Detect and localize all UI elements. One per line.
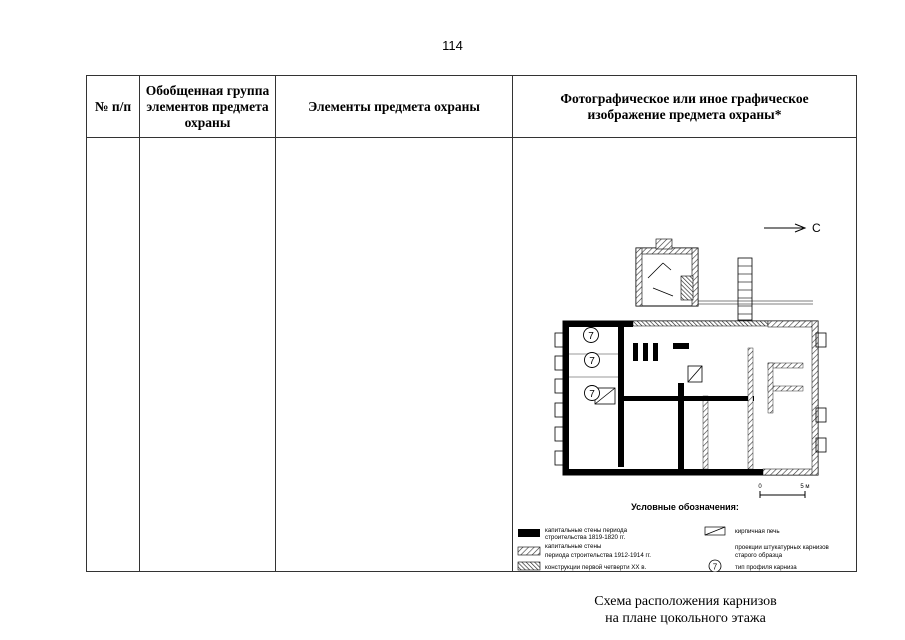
legend-brick-stove: кирпичная печь: [735, 528, 780, 535]
legend-title: Условные обозначения:: [631, 502, 739, 512]
legend-swatch-20c: [518, 562, 540, 570]
header-image: Фотографическое или иное графическое изображение предмета охраны*: [513, 76, 857, 138]
legend-swatch-walls-1819: [518, 529, 540, 537]
header-group: Обобщенная группа элементов предмета охраны: [140, 76, 276, 138]
header-elements: Элементы предмета охраны: [276, 76, 513, 138]
svg-text:7: 7: [589, 356, 595, 367]
table-header-row: [87, 76, 857, 138]
figure-caption: [513, 593, 858, 627]
scale-end: 5 м: [800, 484, 810, 490]
legend-walls-1819-1: капитальные стены периода: [545, 527, 628, 534]
protected-elements-table: [86, 75, 857, 626]
legend-walls-1912-1: капитальные стены: [545, 543, 602, 550]
scale-start: 0: [758, 484, 762, 490]
header-number: № п/п: [87, 76, 140, 138]
legend-swatch-profile: [709, 560, 721, 572]
svg-text:7: 7: [589, 389, 595, 400]
legend-walls-1819-2: строительства 1819-1820 гг.: [545, 534, 626, 541]
table-row: [87, 138, 857, 572]
annex-walls: [636, 239, 698, 306]
stair-tower: [698, 258, 813, 320]
legend-walls-1912-2: периода строительства 1912-1914 гг.: [545, 552, 651, 559]
caption-line-1: Схема расположения карнизов: [594, 594, 777, 609]
cell-number: [87, 138, 140, 572]
legend-swatch-walls-1912: [518, 547, 540, 555]
cornice-profile-marker: [585, 386, 600, 401]
interior-walls: [569, 327, 803, 469]
page-number: 114: [442, 38, 463, 53]
svg-text:7: 7: [588, 331, 594, 342]
cell-figure: [513, 138, 857, 626]
cornice-profile-marker: [584, 328, 599, 343]
north-arrow: [764, 224, 805, 232]
legend-profile-type: тип профиля карниза: [735, 564, 797, 571]
legend-swatch-stove: [705, 527, 725, 535]
legend-constructions-20c: конструкции первой четверти XX в.: [545, 564, 647, 571]
north-label: С: [812, 221, 821, 235]
caption-line-2: на плане цокольного этажа: [605, 611, 766, 626]
cell-elements: [276, 138, 513, 572]
legend-cornice-proj-1: проекции штукатурных карнизов: [735, 544, 829, 551]
legend-cornice-proj-2: старого образца: [735, 552, 783, 559]
svg-text:7: 7: [712, 562, 718, 572]
cornice-profile-marker: [585, 353, 600, 368]
floor-plan-figure: [513, 138, 858, 572]
scale-bar: [758, 484, 809, 498]
cell-group: [140, 138, 276, 572]
